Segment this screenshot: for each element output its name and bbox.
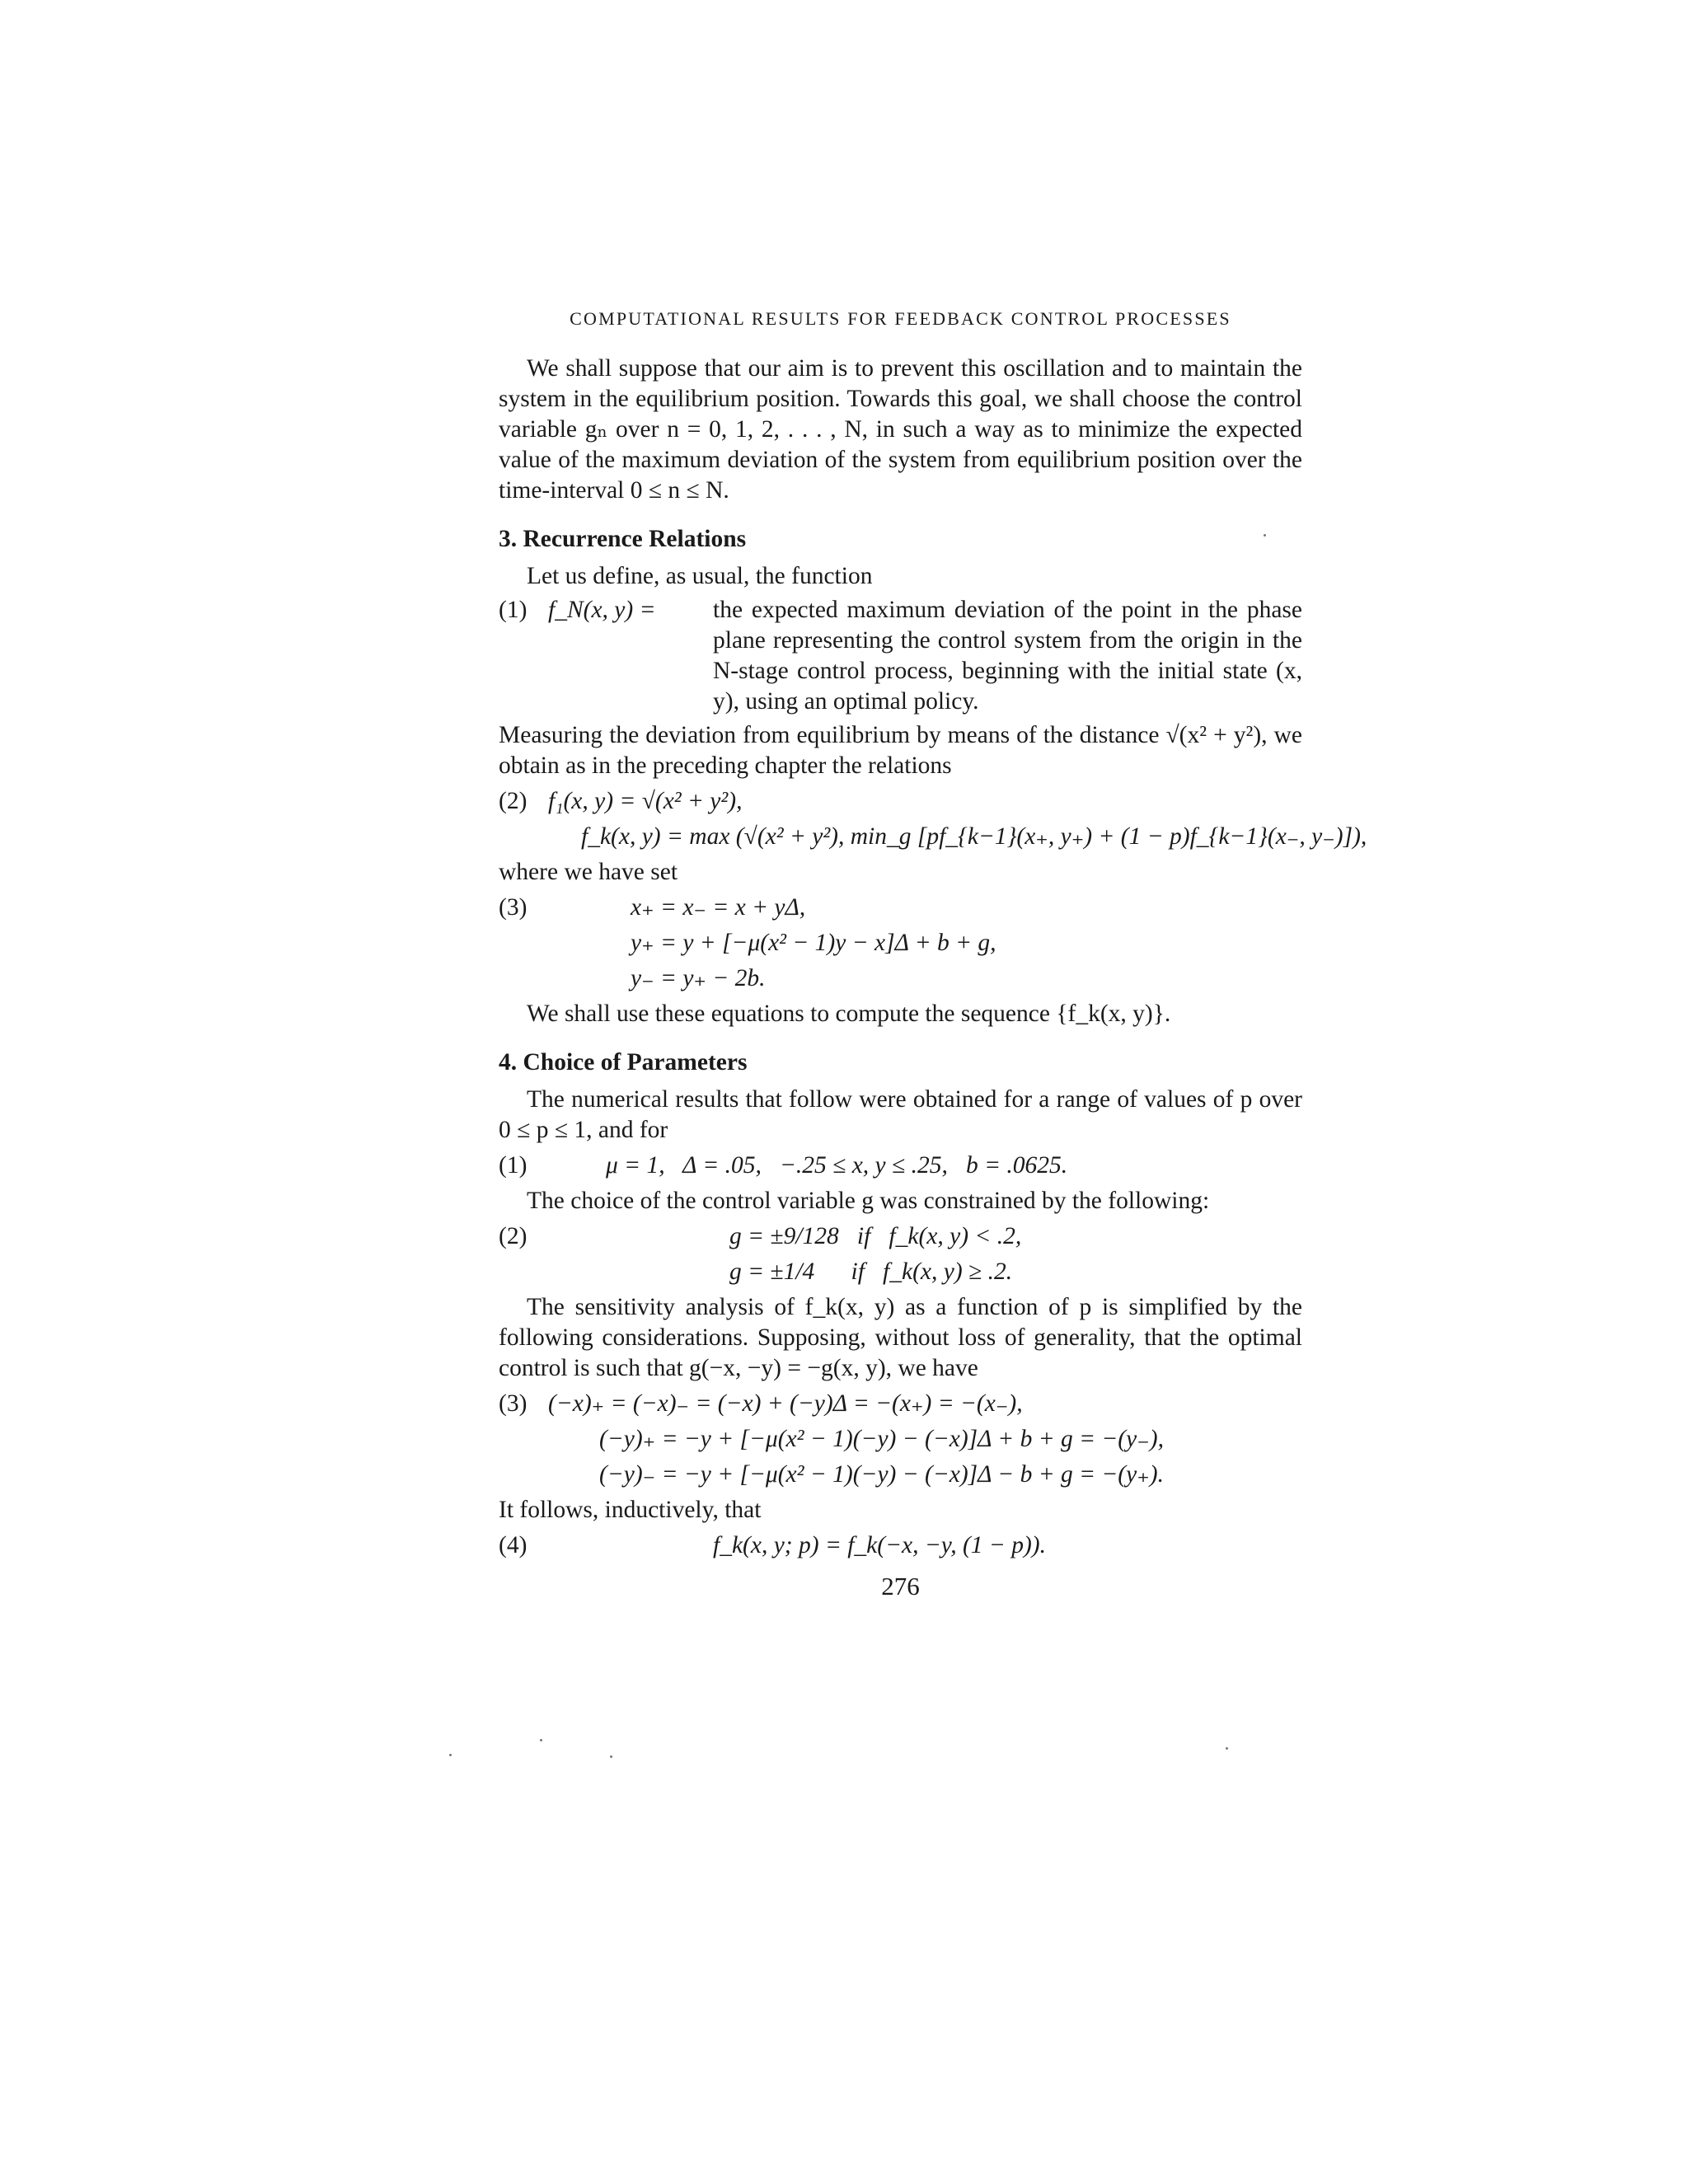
equation-number: (3) xyxy=(499,894,528,921)
section-4-lead: The numerical results that follow were obtained for a range of values of p over 0 ≤ p ≤ 1, and for xyxy=(499,1086,1302,1143)
section-3-lead: Let us define, as usual, the function xyxy=(527,563,873,589)
equation-3-line-2: y₊ = y + [−μ(x² − 1)y − x]Δ + b + g, xyxy=(631,930,996,956)
running-head: COMPUTATIONAL RESULTS FOR FEEDBACK CONTROL PROCESSES xyxy=(570,308,1231,329)
equation-number: (1) xyxy=(499,1152,528,1179)
equation-number: (1) xyxy=(499,597,528,623)
equation-4: (4) f_k(x, y; p) = f_k(−x, −y, (1 − p)). xyxy=(499,1530,1302,1561)
control-equation-line-2: g = ±1/4 if f_k(x, y) ≥ .2. xyxy=(729,1258,1013,1285)
scan-speck xyxy=(1226,1747,1228,1750)
equation-2-line-1: (2) f₁(x, y) = √(x² + y²), xyxy=(499,786,1302,817)
scan-speck xyxy=(540,1739,542,1741)
definition-rhs: the expected maximum deviation of the point in the phase plane representing the control system from the origin in the N-stage control process, beginning with the initial state (x, y), using an optimal policy. xyxy=(713,597,1302,715)
scan-speck xyxy=(1264,534,1266,537)
scan-speck xyxy=(449,1754,452,1756)
symmetry-equation-line-1: (3) (−x)₊ = (−x)₋ = (−x) + (−y)Δ = −(x₊) = −(x₋), xyxy=(499,1389,1302,1419)
measuring-paragraph: Measuring the deviation from equilibrium by means of the distance √(x² + y²), we obtain as in the preceding chapter the relations xyxy=(499,722,1302,779)
scan-speck xyxy=(610,1755,612,1758)
section-3-closing: We shall use these equations to compute the sequence {f_k(x, y)}. xyxy=(527,1001,1171,1027)
where-text: where we have set xyxy=(499,859,678,885)
section-3-heading: 3. Recurrence Relations xyxy=(499,526,747,552)
equation-number: (3) xyxy=(499,1390,528,1417)
equation-2-line-2: f_k(x, y) = max (√(x² + y²), min_g [pf_{k−1}(x₊, y₊) + (1 − p)f_{k−1}(x₋, y₋)]), xyxy=(581,823,1367,850)
equation-3-line-3: y₋ = y₊ − 2b. xyxy=(631,965,766,991)
symmetry-equation-line-2: (−y)₊ = −y + [−μ(x² − 1)(−y) − (−x)]Δ + b + g = −(y₋), xyxy=(599,1426,1164,1452)
equation-number: (2) xyxy=(499,1223,528,1249)
parameter-equation: (1) μ = 1, Δ = .05, −.25 ≤ x, y ≤ .25, b = .0625. xyxy=(499,1151,1302,1181)
section-4-heading: 4. Choice of Parameters xyxy=(499,1049,748,1076)
definition-lhs: f_N(x, y) = xyxy=(548,597,656,623)
page-body xyxy=(499,303,1367,1601)
equation-3-line-1: (3) x₊ = x₋ = x + yΔ, xyxy=(499,893,1302,923)
definition-1 xyxy=(499,595,1302,717)
intro-paragraph: We shall suppose that our aim is to prevent this oscillation and to maintain the system in the equilibrium position. Towards this goal, we shall choose the control variable gₙ over n = 0, 1, 2, . . . , N, in such a way as to minimize the expected value of the maximum deviation of the system from equilibrium position over the time-interval 0 ≤ n ≤ N. xyxy=(499,355,1302,504)
equation-number: (2) xyxy=(499,788,528,814)
equation-number: (4) xyxy=(499,1532,528,1558)
control-equation-line-1: (2) g = ±9/128 if f_k(x, y) < .2, xyxy=(499,1221,1302,1252)
control-constraint-text: The choice of the control variable g was constrained by the following: xyxy=(527,1188,1210,1214)
follows-text: It follows, inductively, that xyxy=(499,1497,762,1523)
symmetry-equation-line-3: (−y)₋ = −y + [−μ(x² − 1)(−y) − (−x)]Δ − b + g = −(y₊). xyxy=(599,1461,1164,1488)
page-number: 276 xyxy=(881,1572,920,1601)
sensitivity-paragraph: The sensitivity analysis of f_k(x, y) as a function of p is simplified by the following considerations. Supposing, without loss of generality, that the optimal control is such that g(−x, −y) = −g(x, y), we have xyxy=(499,1294,1302,1381)
